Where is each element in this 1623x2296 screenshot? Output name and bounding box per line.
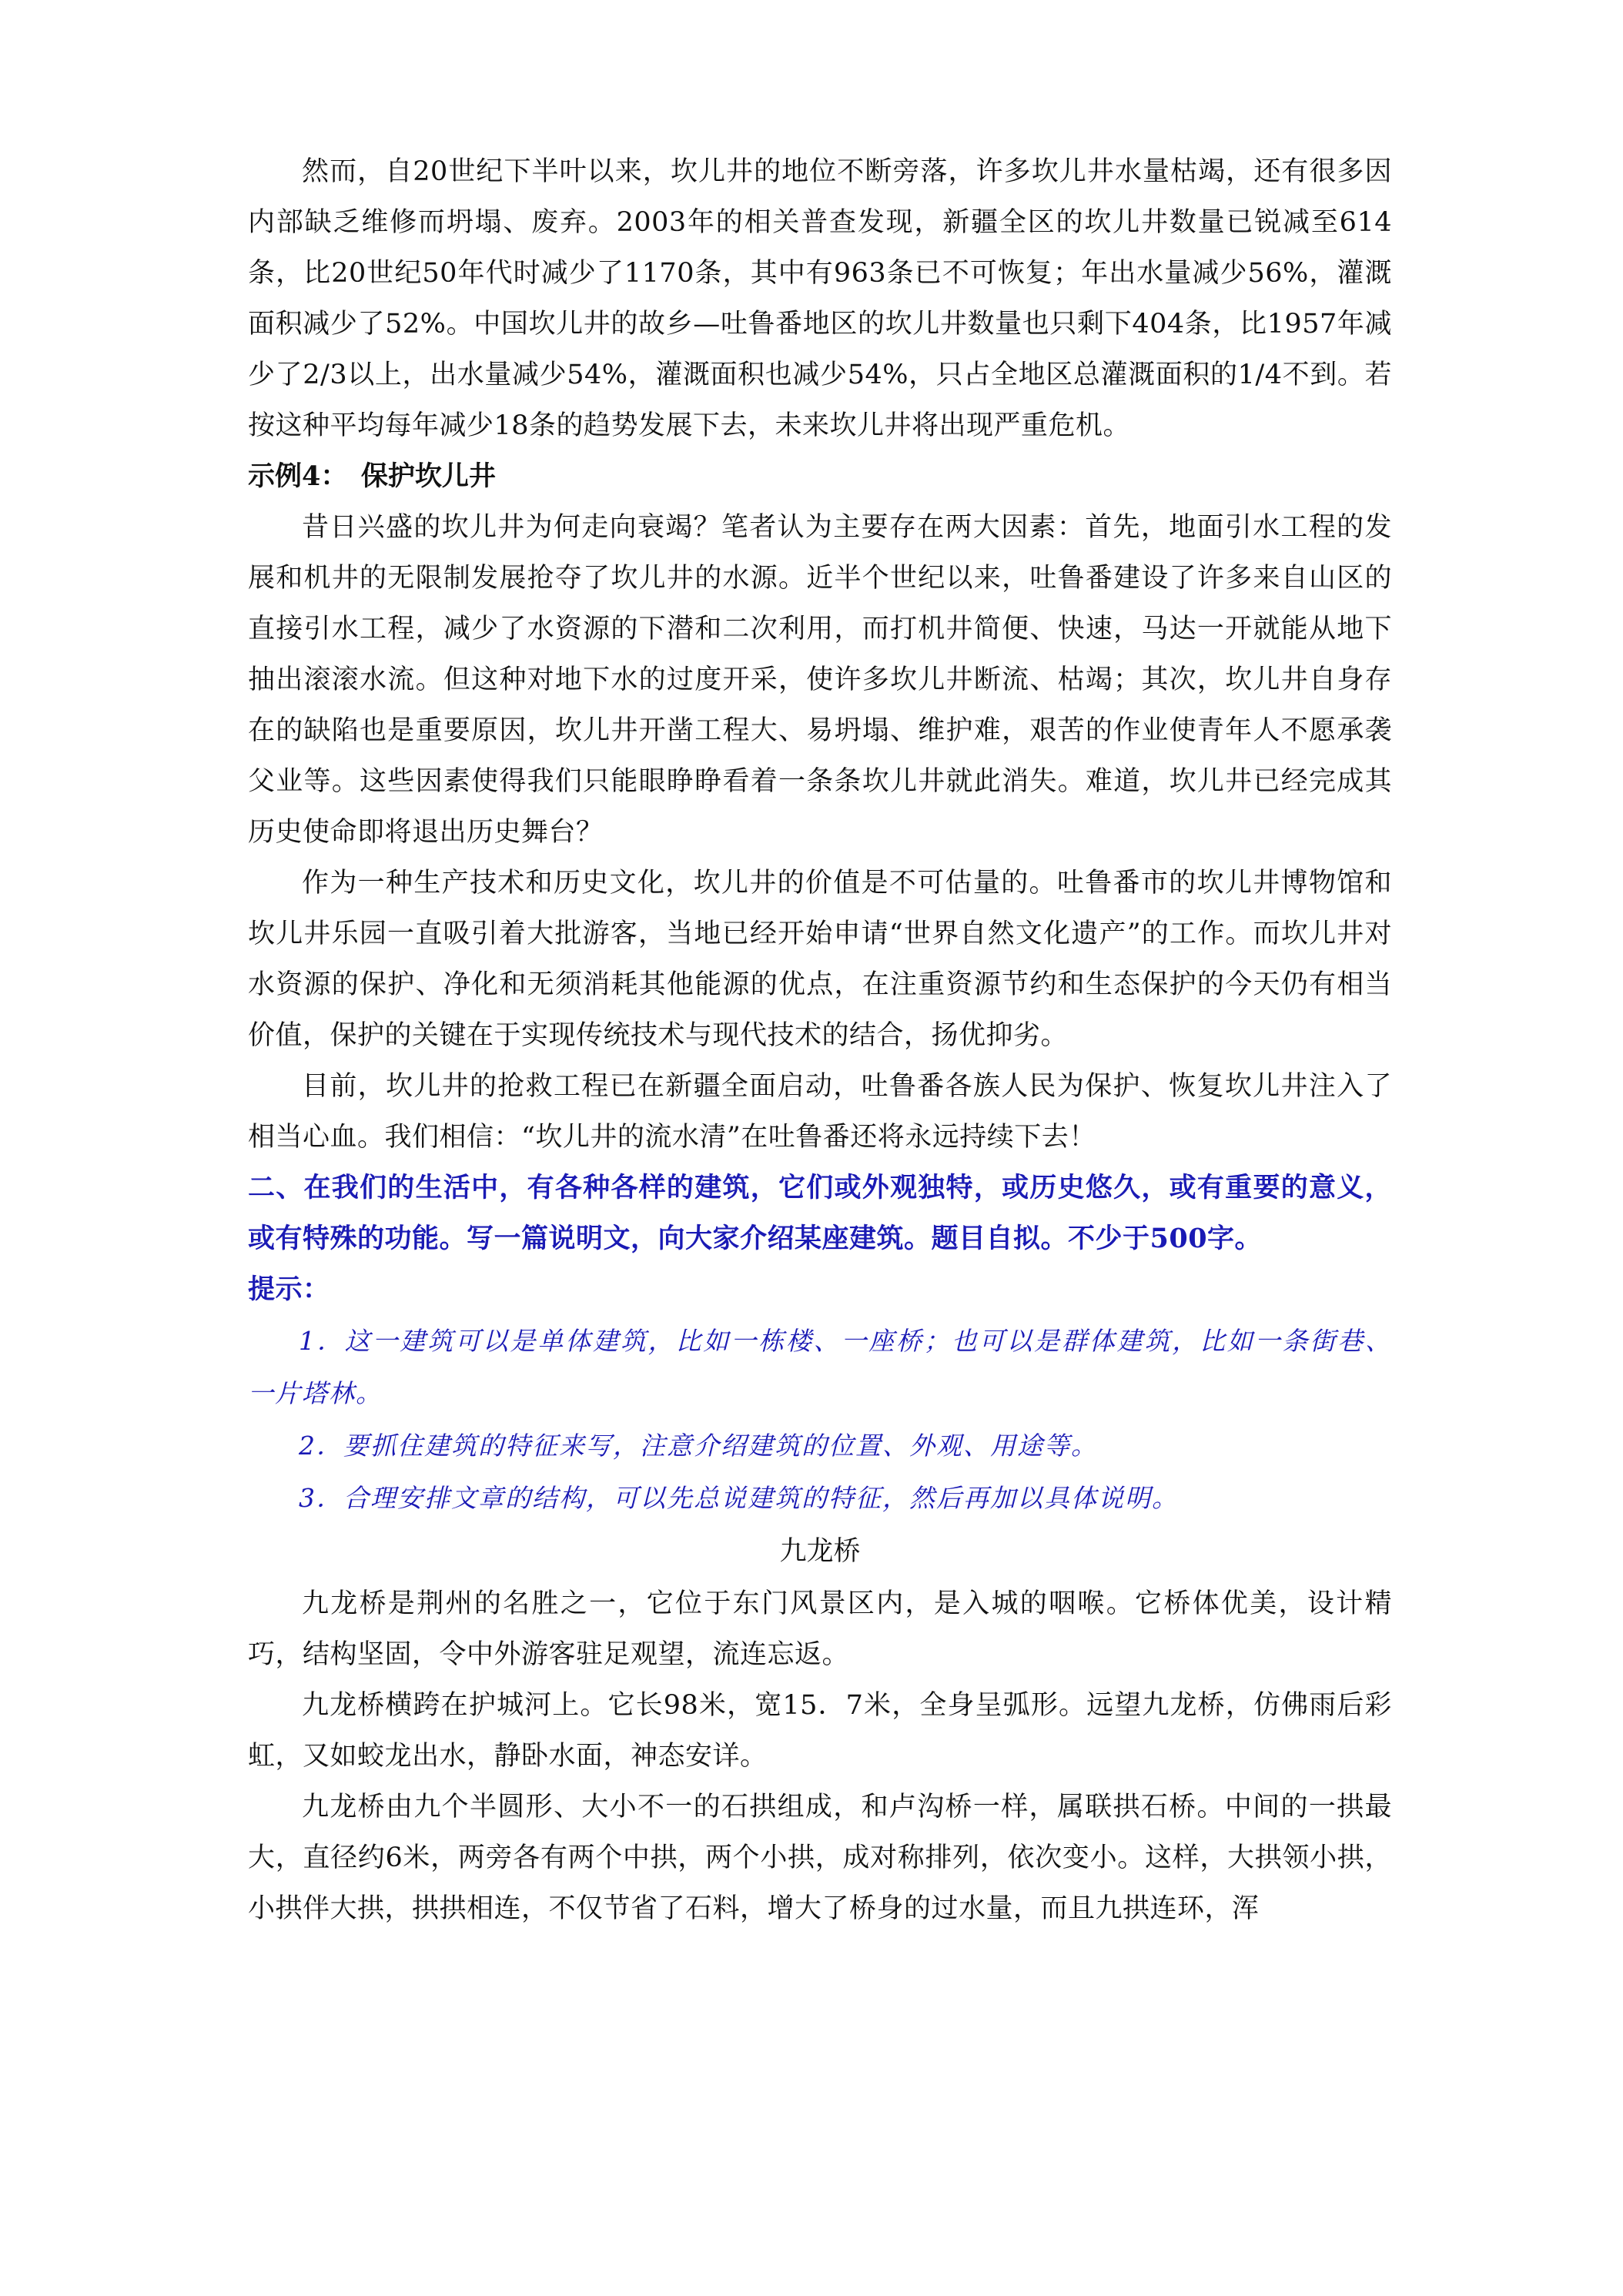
- tip-item: 2．要抓住建筑的特征来写，注意介绍建筑的位置、外观、用途等。: [299, 1431, 1098, 1461]
- paragraph-causes: 昔日兴盛的坎儿井为何走向衰竭？笔者认为主要存在两大因素：首先，地面引水工程的发展和机井的无限制发展抢夺了坎儿井的水源。近半个世纪以来，吐鲁番建设了许多来自山区的直接引水工程，减少了水资源的下潜和二次利用，而打机井简便、快速，马达一开就能从地下抽出滚滚水流。但这种对地下水的过度开采，使许多坎儿井断流、枯竭；其次，坎儿井自身存在的缺陷也是重要原因，坎儿井开凿工程大、易坍塌、维护难，艰苦的作业使青年人不愿承袭父业等。这些因素使得我们只能眼睁睁看着一条条坎儿井就此消失。难道，坎儿井已经完成其历史使命即将退出历史舞台？: [248, 512, 1392, 848]
- tip-item: 3．合理安排文章的结构，可以先总说建筑的特征，然后再加以具体说明。: [299, 1483, 1179, 1513]
- essay-paragraph: 九龙桥由九个半圆形、大小不一的石拱组成，和卢沟桥一样，属联拱石桥。中间的一拱最大，直径约6米，两旁各有两个中拱，两个小拱，成对称排列，依次变小。这样，大拱领小拱，小拱伴大拱，拱拱相连，不仅节省了石料，增大了桥身的过水量，而且九拱连环，浑: [248, 1792, 1392, 1924]
- tips-label: 提示：: [248, 1274, 330, 1305]
- page-content: [248, 146, 1392, 1934]
- essay-paragraph: 九龙桥是荆州的名胜之一，它位于东门风景区内，是入城的咽喉。它桥体优美，设计精巧，结构坚固，令中外游客驻足观望，流连忘返。: [248, 1588, 1392, 1670]
- paragraph-rescue: 目前，坎儿井的抢救工程已在新疆全面启动，吐鲁番各族人民为保护、恢复坎儿井注入了相当心血。我们相信：“坎儿井的流水清”在吐鲁番还将永远持续下去！: [248, 1071, 1392, 1153]
- paragraph-value: 作为一种生产技术和历史文化，坎儿井的价值是不可估量的。吐鲁番市的坎儿井博物馆和坎儿井乐园一直吸引着大批游客，当地已经开始申请“世界自然文化遗产”的工作。而坎儿井对水资源的保护、净化和无须消耗其他能源的优点，在注重资源节约和生态保护的今天仍有相当价值，保护的关键在于实现传统技术与现代技术的结合，扬优抑劣。: [248, 868, 1392, 1051]
- essay-title: 九龙桥: [779, 1536, 861, 1567]
- paragraph-decline: 然而，自20世纪下半叶以来，坎儿井的地位不断旁落，许多坎儿井水量枯竭，还有很多因内部缺乏维修而坍塌、废弃。2003年的相关普查发现，新疆全区的坎儿井数量已锐减至614条，比20世纪50年代时减少了1170条，其中有963条已不可恢复；年出水量减少56%，灌溉面积减少了52%。中国坎儿井的故乡—吐鲁番地区的坎儿井数量也只剩下404条，比1957年减少了2/3以上，出水量减少54%，灌溉面积也减少54%，只占全地区总灌溉面积的1/4不到。若按这种平均每年减少18条的趋势发展下去，未来坎儿井将出现严重危机。: [248, 156, 1392, 441]
- essay-paragraph: 九龙桥横跨在护城河上。它长98米，宽15．7米，全身呈弧形。远望九龙桥，仿佛雨后彩虹，又如蛟龙出水，静卧水面，神态安详。: [248, 1690, 1392, 1772]
- example-4-heading: 示例4： 保护坎儿井: [248, 460, 496, 492]
- writing-task: 二、在我们的生活中，有各种各样的建筑，它们或外观独特，或历史悠久，或有重要的意义，或有特殊的功能。写一篇说明文，向大家介绍某座建筑。题目自拟。不少于500字。: [248, 1172, 1392, 1254]
- tip-item: 1．这一建筑可以是单体建筑，比如一栋楼、一座桥；也可以是群体建筑，比如一条街巷、一片塔林。: [248, 1326, 1392, 1408]
